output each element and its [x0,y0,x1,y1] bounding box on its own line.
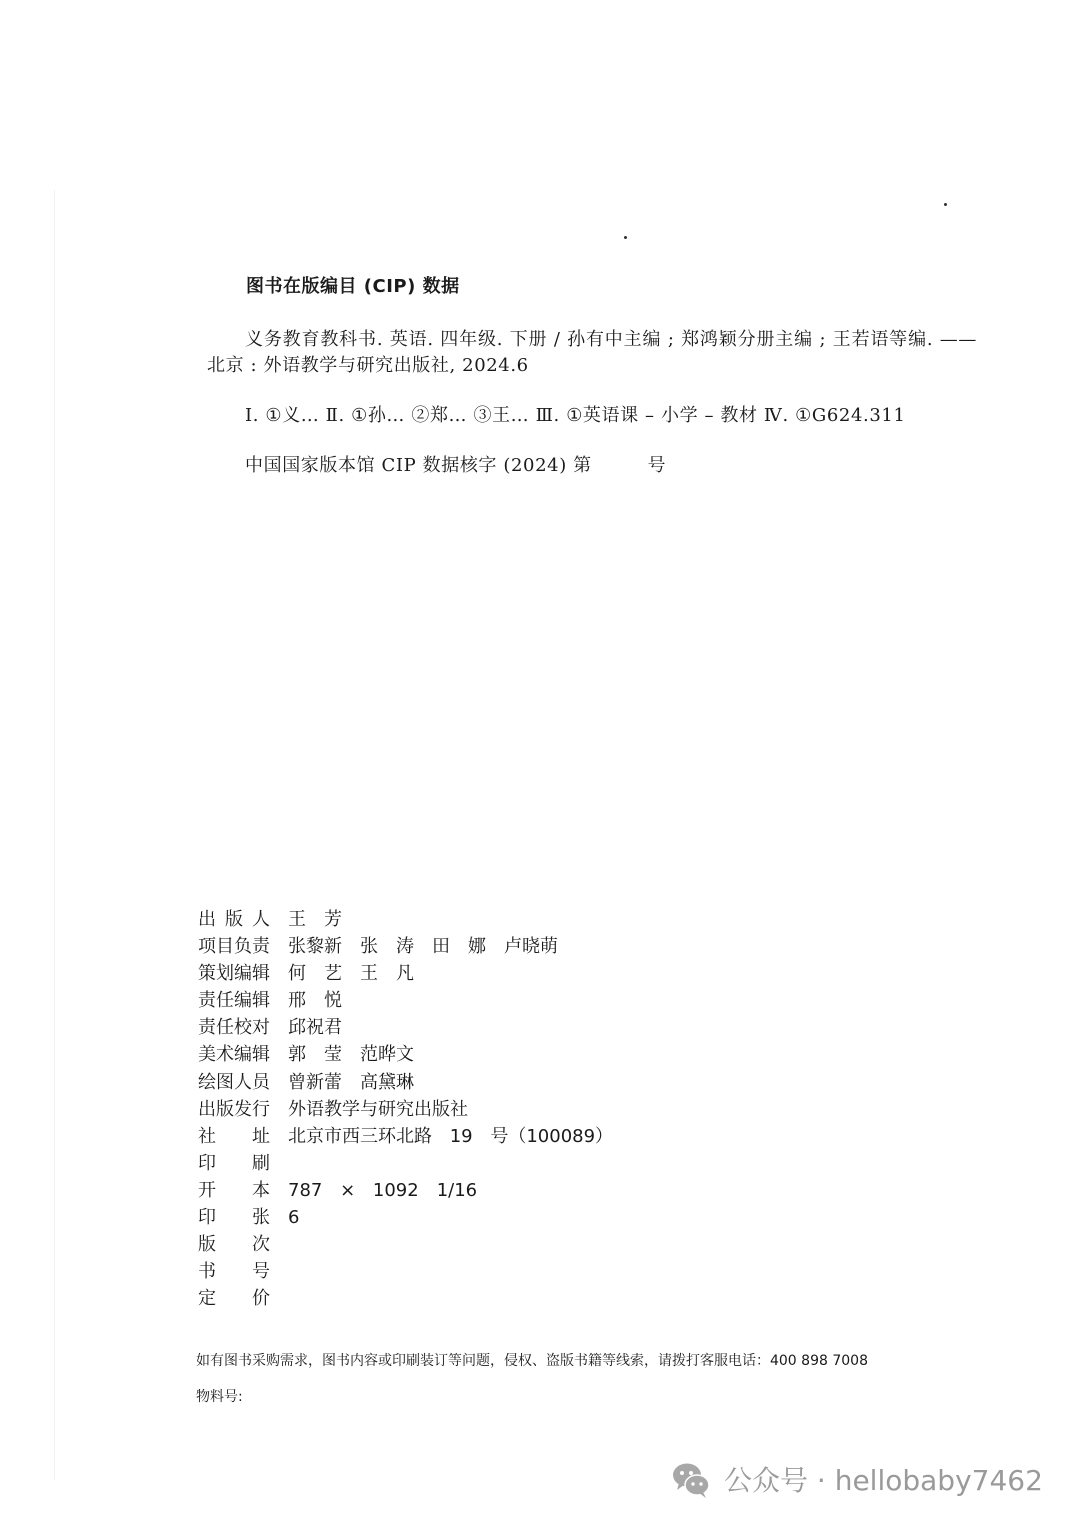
credit-label-char: 张 [252,1207,270,1229]
credit-label-char: 目 [216,936,234,958]
credit-label-char: 定 [198,1288,216,1310]
credit-row-address [198,1123,613,1150]
page-edge-line [54,190,55,1480]
credit-label-char: 版 [198,1234,216,1256]
credit-label [198,1069,270,1096]
credit-label-char: 项 [198,936,216,958]
credit-label [198,1285,270,1312]
credit-row-distributor [198,1096,613,1123]
credit-label-char: 版 [225,909,243,930]
credit-label-char: 出 [198,909,216,930]
credit-label-char: 对 [252,1017,270,1039]
credit-label-char: 社 [198,1125,216,1147]
credit-label [198,1177,270,1204]
credit-label-char: 书 [198,1261,216,1283]
credit-label-char: 次 [252,1234,270,1256]
credit-label-char: 责 [198,1017,216,1039]
credit-value: 郭 莹 范晔文 [288,1044,414,1066]
credit-label-char: 号 [252,1261,270,1283]
credit-label-char: 辑 [252,963,270,985]
scan-speck [944,203,947,206]
watermark-text: 公众号 · hellobaby7462 [724,1464,1043,1497]
credit-label-char: 术 [216,1044,234,1066]
credit-label [198,1150,270,1177]
credit-label [198,1123,270,1150]
credit-label-char: 划 [216,963,234,985]
credit-label-char: 行 [252,1098,270,1120]
credit-value: 邱祝君 [288,1017,342,1039]
credit-row-format [198,1177,613,1204]
credit-value: 6 [288,1207,300,1229]
cip-title: 图书在版编目 (CIP) 数据 [246,276,460,297]
customer-service-line: 如有图书采购需求，图书内容或印刷装订等问题，侵权、盗版书籍等线索，请拨打客服电话：400 898 7008 [196,1353,868,1369]
credit-row-responsible-editor [198,987,613,1014]
credit-label-char: 责 [252,936,270,958]
cip-record: 义务教育教科书. 英语. 四年级. 下册 / 孙有中主编 ; 郑鸿颖分册主编 ; 王若语等编. —— 北京 : 外语教学与研究出版社, 2024.6 [207,329,977,376]
credit-label [198,987,270,1014]
credit-label-char: 发 [234,1098,252,1120]
credit-label-char: 员 [252,1071,270,1093]
credit-row-edition [198,1231,613,1258]
credit-value: 曾新蕾 高黛琳 [288,1071,414,1093]
credits-list [198,906,613,1312]
credit-value: 何 艺 王 凡 [288,963,414,985]
credit-label [198,1204,270,1231]
credit-label-char: 价 [252,1288,270,1310]
credit-value: 外语教学与研究出版社 [288,1098,468,1120]
credit-label-char: 策 [198,963,216,985]
credit-label-char: 址 [252,1125,270,1147]
credit-label [198,933,270,960]
credit-label-char: 编 [234,990,252,1012]
credit-label [198,960,270,987]
cip-approval-number: 中国国家版本馆 CIP 数据核字 (2024) 第 号 [245,455,667,476]
credit-label-char: 辑 [252,1044,270,1066]
credit-row-planning-editor [198,960,613,987]
credit-label [198,1096,270,1123]
credit-value: 邢 悦 [288,990,342,1012]
credit-label-char: 编 [234,1044,252,1066]
credit-row-printer [198,1150,613,1177]
credit-row-illustrators [198,1069,613,1096]
credit-row-publisher [198,906,613,933]
credit-label-char: 本 [252,1179,270,1201]
credit-label-char: 校 [234,1017,252,1039]
credit-label-char: 刷 [252,1152,270,1174]
credit-row-proofreader [198,1014,613,1041]
credit-label-char: 美 [198,1044,216,1066]
scan-speck [624,236,627,239]
credit-label-char: 绘 [198,1071,216,1093]
credit-row-project-lead [198,933,613,960]
credit-label-char: 人 [234,1071,252,1093]
cip-classification: Ⅰ. ①义… Ⅱ. ①孙… ②郑… ③王… Ⅲ. ①英语课 – 小学 – 教材 Ⅳ. ①G624.311 [245,405,906,426]
credit-row-price [198,1285,613,1312]
credit-label-char: 人 [252,909,270,930]
credit-value: 787 × 1092 1/16 [288,1179,478,1201]
credit-label-char: 责 [198,990,216,1012]
credit-label-char: 印 [198,1152,216,1174]
credit-row-isbn [198,1258,613,1285]
credit-label-char: 负 [234,936,252,958]
credit-label [198,906,270,933]
credit-value: 张黎新 张 涛 田 娜 卢晓萌 [288,936,558,958]
credit-label-char: 编 [234,963,252,985]
credit-label-char: 任 [216,990,234,1012]
credit-label [198,1014,270,1041]
credit-label-char: 印 [198,1207,216,1229]
credit-label [198,1258,270,1285]
credit-value: 北京市西三环北路 19 号（100089） [288,1125,614,1147]
credit-row-sheets [198,1204,613,1231]
watermark [670,1458,1043,1500]
credit-value: 王 芳 [288,909,342,930]
credit-label-char: 版 [216,1098,234,1120]
credit-label-char: 开 [198,1179,216,1201]
credit-label [198,1231,270,1258]
credit-label-char: 出 [198,1098,216,1120]
wechat-icon [670,1458,712,1500]
credit-row-art-editor [198,1041,613,1068]
credit-label-char: 辑 [252,990,270,1012]
credit-label [198,1041,270,1068]
credit-label-char: 图 [216,1071,234,1093]
material-number-label: 物料号: [196,1389,243,1405]
credit-label-char: 任 [216,1017,234,1039]
